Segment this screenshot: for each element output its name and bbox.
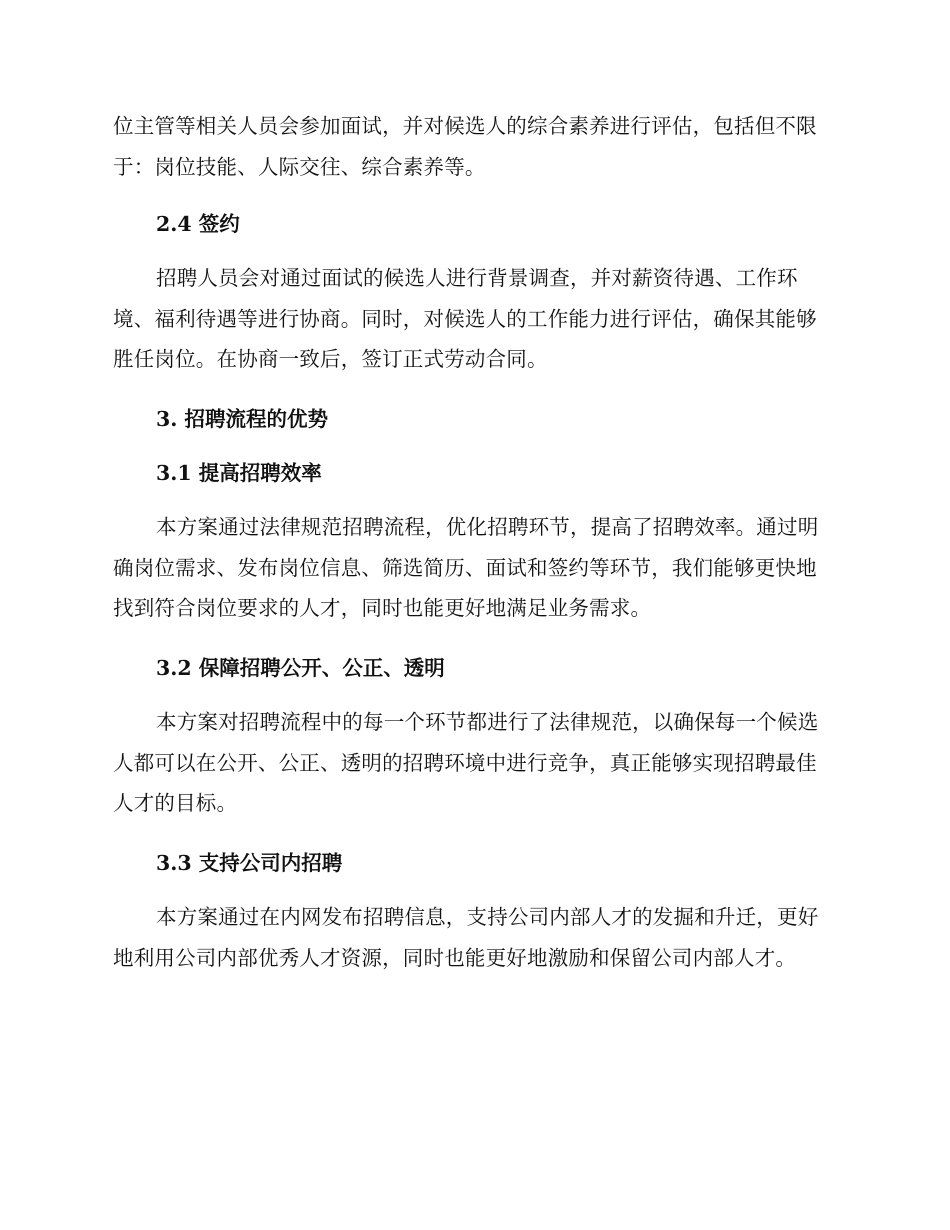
section-heading-3: 3. 招聘流程的优势 — [156, 407, 329, 431]
section-heading-3-1: 3.1 提高招聘效率 — [156, 461, 322, 485]
section-heading-3-2: 3.2 保障招聘公开、公正、透明 — [156, 656, 445, 680]
section-heading-3-3: 3.3 支持公司内招聘 — [156, 851, 343, 875]
paragraph-3-1: 本方案通过法律规范招聘流程，优化招聘环节，提高了招聘效率。通过明确岗位需求、发布岗位信息、筛选简历、面试和签约等环节，我们能够更快地找到符合岗位要求的人才，同时也能更好地满足业务需求。 — [113, 515, 819, 620]
paragraph-2-4: 招聘人员会对通过面试的候选人进行背景调查，并对薪资待遇、工作环境、福利待遇等进行协商。同时，对候选人的工作能力进行评估，确保其能够胜任岗位。在协商一致后，签订正式劳动合同。 — [113, 266, 817, 371]
paragraph-3-2: 本方案对招聘流程中的每一个环节都进行了法律规范，以确保每一个候选人都可以在公开、公正、透明的招聘环境中进行竞争，真正能够实现招聘最佳人才的目标。 — [113, 710, 819, 815]
intro-paragraph: 位主管等相关人员会参加面试，并对候选人的综合素养进行评估，包括但不限于：岗位技能、人际交往、综合素养等。 — [113, 114, 817, 179]
paragraph-3-3: 本方案通过在内网发布招聘信息，支持公司内部人才的发掘和升迁，更好地利用公司内部优秀人才资源，同时也能更好地激励和保留公司内部人才。 — [113, 905, 819, 970]
section-heading-2-4: 2.4 签约 — [156, 212, 240, 236]
